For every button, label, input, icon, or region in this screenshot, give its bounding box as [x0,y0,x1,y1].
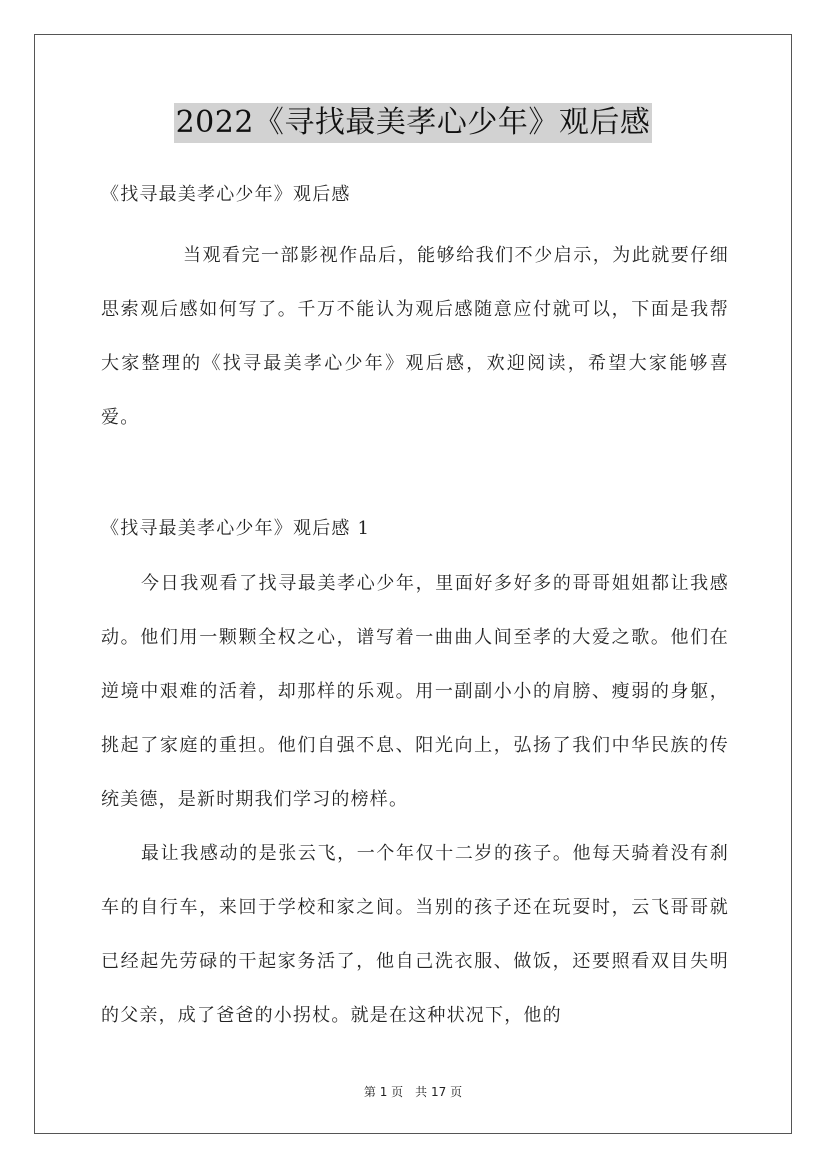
document-subtitle: 《找寻最美孝心少年》观后感 [101,184,351,205]
title-container [35,103,791,143]
page-number: 第 1 页 共 17 页 [363,1085,463,1099]
section-heading: 《找寻最美孝心少年》观后感 1 [101,518,371,539]
body-paragraph: 最让我感动的是张云飞，一个年仅十二岁的孩子。他每天骑着没有刹车的自行车，来回于学校和家之间。当别的孩子还在玩耍时，云飞哥哥就已经起先劳碌的干起家务活了，他自己洗衣服、做饭，还要照看双目失明的父亲，成了爸爸的小拐杖。就是在这种状况下，他的 [101,843,729,1026]
body-paragraph: 今日我观看了找寻最美孝心少年，里面好多好多的哥哥姐姐都让我感动。他们用一颗颗全权之心，谱写着一曲曲人间至孝的大爱之歌。他们在逆境中艰难的活着，却那样的乐观。用一副副小小的肩膀、瘦弱的身躯，挑起了家庭的重担。他们自强不息、阳光向上，弘扬了我们中华民族的传统美德，是新时期我们学习的榜样。 [101,573,729,810]
page-footer [35,1083,791,1100]
document-title: 2022《寻找最美孝心少年》观后感 [174,103,653,143]
document-body [101,175,729,1043]
intro-paragraph: 当观看完一部影视作品后，能够给我们不少启示，为此就要仔细思索观后感如何写了。千万不能认为观后感随意应付就可以，下面是我帮大家整理的《找寻最美孝心少年》观后感，欢迎阅读，希望大家能够喜爱。 [101,245,729,428]
document-page [34,34,792,1134]
